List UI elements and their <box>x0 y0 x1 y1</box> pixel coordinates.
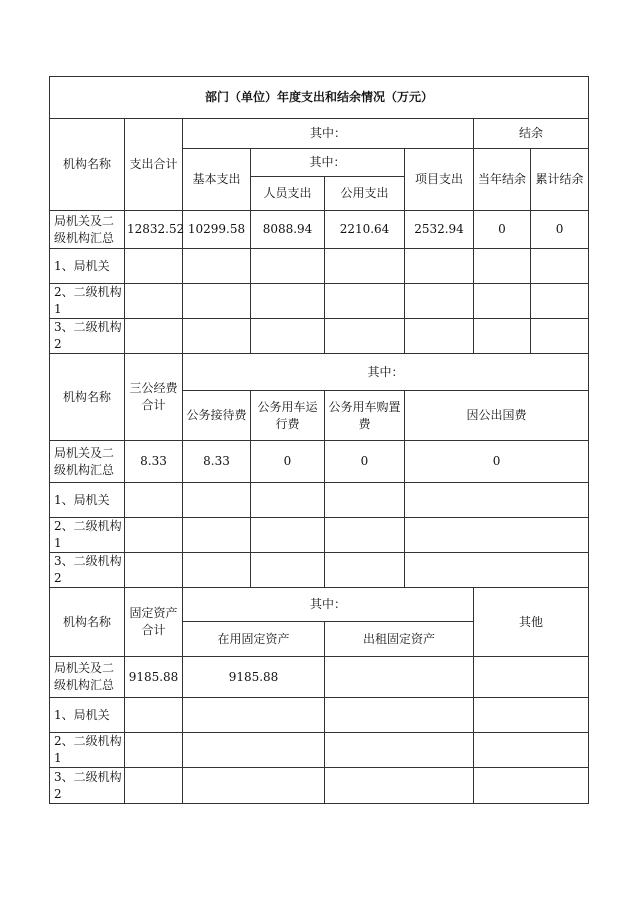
header-reception: 公务接待费 <box>183 391 251 441</box>
table-row <box>50 657 589 698</box>
org-name: 局机关及二级机构汇总 <box>50 657 125 698</box>
header-year-balance: 当年结余 <box>474 149 531 211</box>
table-row <box>50 733 589 768</box>
org-name: 1、局机关 <box>50 698 125 733</box>
org-name: 3、二级机构 2 <box>50 319 125 354</box>
header-cumulative-balance: 累计结余 <box>531 149 589 211</box>
three-public-total: 8.33 <box>125 441 183 483</box>
expenditure-balance-table <box>49 76 589 804</box>
cumulative-balance: 0 <box>531 211 589 249</box>
basic-expenditure: 10299.58 <box>183 211 251 249</box>
header-in-use-assets: 在用固定资产 <box>183 622 325 657</box>
org-name: 3、二级机构 2 <box>50 553 125 588</box>
header-among: 其中： <box>183 354 589 391</box>
table-row <box>50 768 589 804</box>
header-car-operation: 公务用车运行费 <box>251 391 325 441</box>
header-other: 其他 <box>474 588 589 657</box>
header-leased-assets: 出租固定资产 <box>325 622 474 657</box>
org-name: 局机关及二级机构汇总 <box>50 211 125 249</box>
table-row <box>50 249 589 284</box>
fixed-assets-total: 9185.88 <box>125 657 183 698</box>
table-row <box>50 319 589 354</box>
header-car-purchase: 公务用车购置费 <box>325 391 405 441</box>
car-operation: 0 <box>251 441 325 483</box>
table-row <box>50 211 589 249</box>
header-org-name: 机构名称 <box>50 588 125 657</box>
header-expenditure-total: 支出合计 <box>125 119 183 211</box>
header-among: 其中： <box>183 119 474 149</box>
header-three-public-total: 三公经费合计 <box>125 354 183 441</box>
org-name: 2、二级机构 1 <box>50 284 125 319</box>
header-abroad: 因公出国费 <box>405 391 589 441</box>
header-personnel-expenditure: 人员支出 <box>251 177 325 211</box>
org-name: 2、二级机构 1 <box>50 518 125 553</box>
abroad: 0 <box>405 441 589 483</box>
table-row <box>50 698 589 733</box>
header-org-name: 机构名称 <box>50 119 125 211</box>
expenditure-total: 12832.52 <box>125 211 183 249</box>
org-name: 3、二级机构 2 <box>50 768 125 804</box>
table-title: 部门（单位）年度支出和结余情况（万元） <box>50 77 589 119</box>
header-balance: 结余 <box>474 119 589 149</box>
header-org-name: 机构名称 <box>50 354 125 441</box>
header-public-expenditure: 公用支出 <box>325 177 405 211</box>
public-expenditure: 2210.64 <box>325 211 405 249</box>
car-purchase: 0 <box>325 441 405 483</box>
in-use-assets: 9185.88 <box>183 657 325 698</box>
org-name: 1、局机关 <box>50 483 125 518</box>
personnel-expenditure: 8088.94 <box>251 211 325 249</box>
table-row <box>50 284 589 319</box>
project-expenditure: 2532.94 <box>405 211 474 249</box>
table-row <box>50 553 589 588</box>
year-balance: 0 <box>474 211 531 249</box>
header-among-sub: 其中： <box>251 149 405 177</box>
table-row <box>50 441 589 483</box>
table-row <box>50 483 589 518</box>
header-among: 其中： <box>183 588 474 622</box>
reception: 8.33 <box>183 441 251 483</box>
org-name: 1、局机关 <box>50 249 125 284</box>
header-project-expenditure: 项目支出 <box>405 149 474 211</box>
header-basic-expenditure: 基本支出 <box>183 149 251 211</box>
table-row <box>50 518 589 553</box>
org-name: 2、二级机构 1 <box>50 733 125 768</box>
org-name: 局机关及二级机构汇总 <box>50 441 125 483</box>
header-fixed-assets-total: 固定资产合计 <box>125 588 183 657</box>
